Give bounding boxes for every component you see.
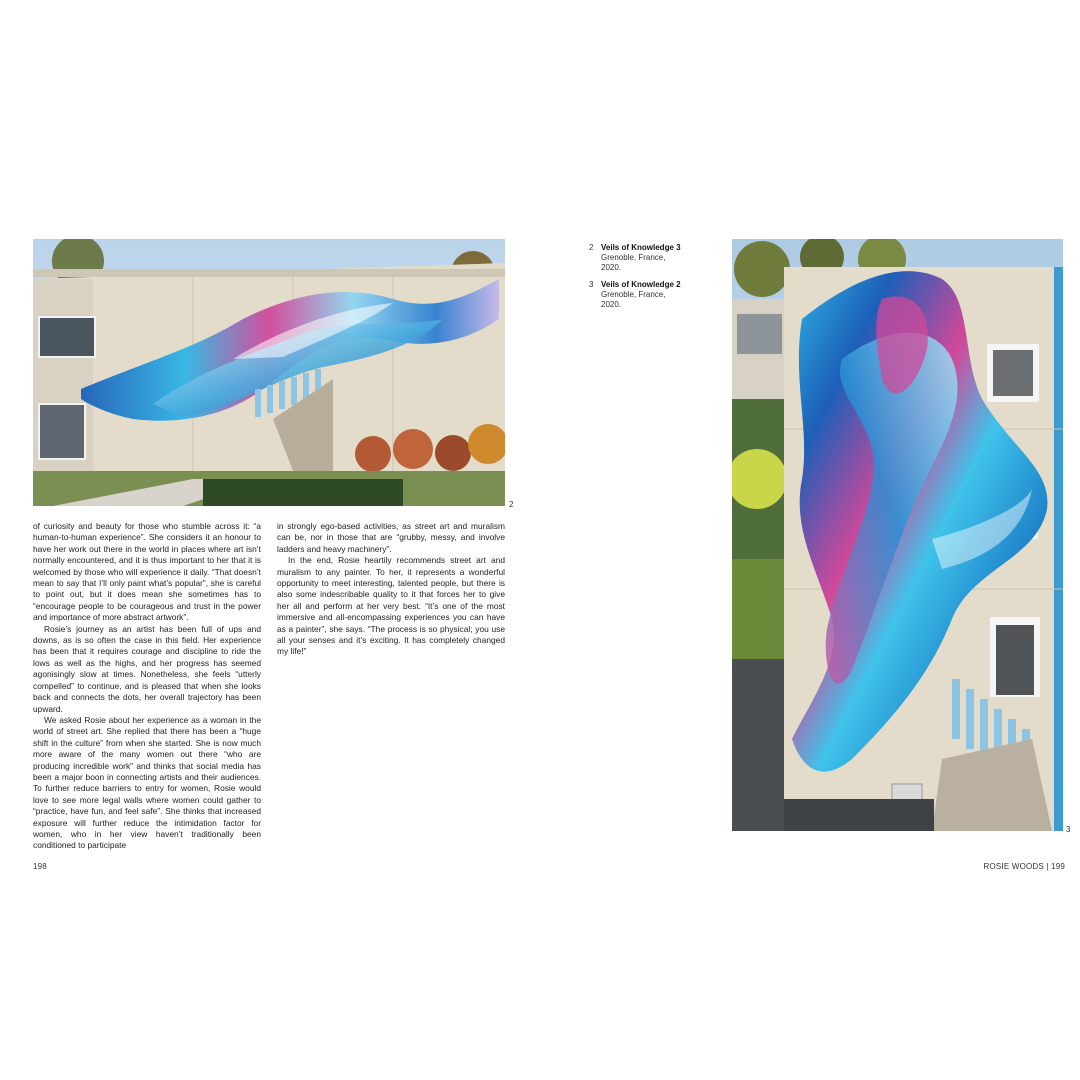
caption-year: 2020. <box>601 299 622 309</box>
paragraph: We asked Rosie about her experience as a woman in the world of street art. She replied that there has been a “huge shift in the culture” from when she started. She is now much more aware of the many women out there “who are producing incredible work” and thinks that social media has been a major boon in connecting artists and their audiences. To further reduce barriers to entry for women, Rosie would love to see more legal walls where women could gather to “practice, have fun, and feel safe”. She thinks that increased exposure will further reduce the intimidation factor for women, who in her view haven’t traditionally been conditioned to participate <box>33 714 261 851</box>
figure-number-2: 2 <box>509 500 514 509</box>
mural-photo-school-building-icon <box>33 239 505 506</box>
paragraph: in strongly ego-based activities, as street art and muralism can be, nor in those that are “grubby, messy, and involve ladders and heavy machinery”. <box>277 521 505 554</box>
caption-location: Grenoble, France, <box>601 290 666 300</box>
caption-number: 2 <box>589 243 594 252</box>
caption-title: Veils of Knowledge 3 <box>601 243 681 252</box>
caption-item <box>589 280 719 309</box>
caption-number: 3 <box>589 280 594 290</box>
caption-location: Grenoble, France, <box>601 252 666 262</box>
page-number-left: 198 <box>33 862 47 871</box>
caption-title: Veils of Knowledge 2 <box>601 280 681 290</box>
caption-year: 2020. <box>601 262 622 272</box>
paragraph: of curiosity and beauty for those who stumble across it: “a human-to-human experience”. She considers it an honour to have her work out there in the world in places where art isn’t normally encountered, and it is thus important to her that it is welcomed by those who will experience it daily. “That doesn’t mean to say that I’ll only paint what’s popular”, she is careful to point out, but it does mean she sometimes has to “encourage people to be courageous and trust in the power and importance of more abstract artwork”. <box>33 521 261 623</box>
figure-number-3: 3 <box>1066 825 1071 834</box>
mural-photo-apartment-building-icon <box>732 239 1063 831</box>
mural-photo-3 <box>732 239 1063 831</box>
mural-photo-2 <box>33 239 505 506</box>
running-footer-right: ROSIE WOODS | 199 <box>983 862 1065 871</box>
body-column-left <box>33 521 261 852</box>
paragraph: In the end, Rosie heartily recommends street art and muralism to any painter. To her, it represents a wonderful opportunity to meet interesting, talented people, but there is also some indescribable quality to it that forces her to give her all and perform at her very best. “It’s one of the most immersive and all-encompassing experiences you can have as a painter”, she says. “The process is so physical; you use all your senses and it’s exciting. It has completely changed my life!” <box>277 555 505 657</box>
paragraph: Rosie’s journey as an artist has been full of ups and downs, as is so often the case in this field. Her experience has been that it requires courage and discipline to ride the lows as well as the highs, and her progress has seemed agonisingly slow at times. Nonetheless, she feels “utterly compelled” to continue, and is pleased that when she looks back and connects the dots, her overall trajectory has been upward. <box>33 623 261 714</box>
body-column-middle <box>277 521 505 658</box>
caption-item <box>589 243 719 272</box>
caption-list <box>589 243 719 318</box>
